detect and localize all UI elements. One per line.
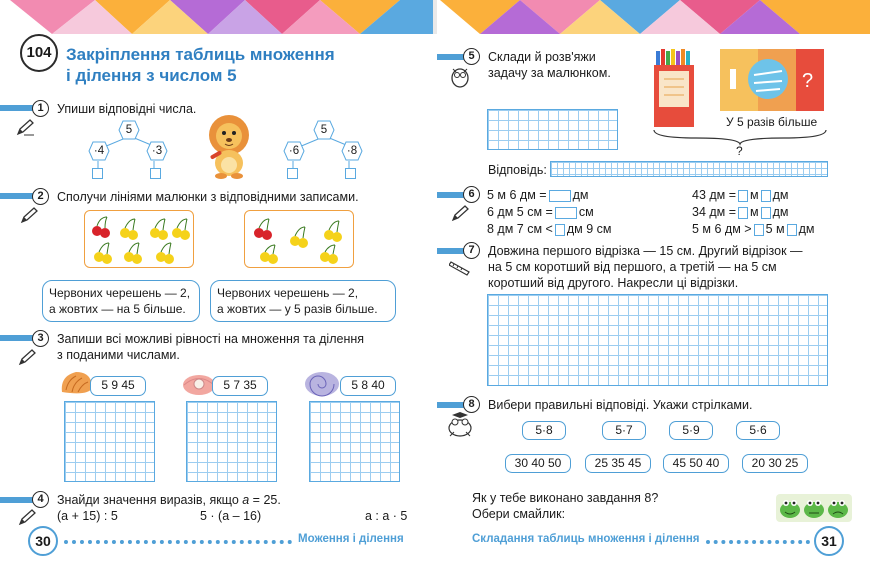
page-number-left: 30	[28, 526, 58, 556]
answer-box[interactable]	[555, 207, 577, 219]
task4-text-before: Знайди значення виразів, якщо	[57, 493, 243, 507]
task2-statement-2-line2: а жовтих — у 5 разів більше.	[217, 302, 378, 316]
task6-right-row-3: 5 м 6 дм > 5 м дм	[692, 222, 815, 236]
task4-text-after: = 25.	[249, 493, 281, 507]
task1-number: 1	[32, 100, 49, 117]
task4-number: 4	[32, 491, 49, 508]
task4-bar	[0, 497, 36, 503]
pencil-box-illustration	[650, 47, 700, 129]
task5-line2: задачу за малюнком.	[488, 66, 611, 80]
happy-frog-smiley-icon	[780, 500, 800, 518]
task1-right-answer-a[interactable]	[287, 168, 298, 179]
task1-right-a: ·6	[283, 141, 305, 161]
total-question: ?	[736, 144, 743, 158]
task6-right-row-2: 34 дм = м дм	[692, 205, 789, 219]
task3-line2: з поданими числами.	[57, 348, 180, 362]
lesson-number-badge: 104	[20, 34, 58, 72]
task4-expression-3: a : a · 5	[365, 509, 408, 523]
task5-line1: Склади й розв'яжи	[488, 50, 596, 64]
task2-text: Сполучи лініями малюнки з відповідними записами.	[57, 190, 359, 204]
task1-left-answer-a[interactable]	[92, 168, 103, 179]
task1-left-a: ·4	[88, 141, 110, 161]
task4-expression-1: (a + 15) : 5	[57, 509, 118, 523]
answer-box[interactable]	[787, 224, 797, 236]
frog-scholar-icon	[446, 412, 474, 438]
pencil-icon	[20, 206, 40, 224]
answer-box[interactable]	[738, 190, 748, 202]
pencil-box-question: ?	[802, 70, 814, 92]
task8-expression-4[interactable]: 5·6	[736, 421, 780, 440]
task3-number: 3	[32, 330, 49, 347]
footer-dots-right	[706, 540, 810, 544]
task1-left-answer-b[interactable]	[150, 168, 161, 179]
lesson-title-line2: і ділення з числом 5	[66, 66, 237, 85]
task6-right-row-1: 43 дм = м дм	[692, 188, 789, 202]
ratio-label: У 5 разів більше	[726, 115, 818, 129]
task2-statement-1-line1: Червоних черешень — 2,	[49, 286, 191, 300]
answer-label: Відповідь:	[488, 163, 547, 177]
lesson-title-line1: Закріплення таблиць множення	[66, 45, 335, 64]
ruler-icon	[449, 258, 471, 276]
task7-drawing-grid[interactable]	[487, 294, 828, 386]
pencil-icon	[16, 118, 36, 136]
task6-left-row-3: 8 дм 7 см < дм 9 см	[487, 222, 612, 236]
task1-left-top: 5	[118, 120, 140, 140]
task7-number: 7	[463, 242, 480, 259]
pencil-icon	[18, 508, 38, 526]
task2-statement-1-line2: а жовтих — на 5 більше.	[49, 302, 186, 316]
task1-right-b: ·8	[341, 141, 363, 161]
yellow-cherry-icon	[120, 219, 138, 240]
cherries-picture-2[interactable]	[244, 210, 354, 268]
task2-statement-1[interactable]	[42, 280, 200, 322]
sad-frog-smiley-icon	[828, 500, 848, 518]
task8-answers-4[interactable]: 20 30 25	[742, 454, 808, 473]
answer-box[interactable]	[549, 190, 571, 202]
owl-icon	[449, 64, 471, 88]
task8-text: Вибери правильні відповіді. Укажи стрілками.	[488, 398, 753, 412]
task5-number: 5	[463, 48, 480, 65]
answer-box[interactable]	[738, 207, 748, 219]
task3-grid-3[interactable]	[309, 401, 400, 482]
task7-line2: на 5 см коротший від першого, а третій — на 5 см	[488, 260, 777, 274]
lion-illustration	[203, 113, 255, 179]
red-cherry-icon	[92, 217, 110, 238]
task3-numbers-3: 5 8 40	[340, 376, 396, 396]
task1-right-top: 5	[313, 120, 335, 140]
task8-expression-3[interactable]: 5·9	[669, 421, 713, 440]
self-check-line1: Як у тебе виконано завдання 8?	[472, 491, 659, 505]
answer-box[interactable]	[555, 224, 565, 236]
task8-answers-1[interactable]: 30 40 50	[505, 454, 571, 473]
answer-grid[interactable]	[550, 161, 828, 177]
footer-label-right: Складання таблиць множення і ділення	[472, 533, 700, 545]
task5-grid[interactable]	[487, 109, 618, 150]
task3-line1: Запиши всі можливі рівності на множення та ділення	[57, 332, 365, 346]
yellow-cherry-icon	[290, 227, 308, 248]
task1-text: Упиши відповідні числа.	[57, 102, 197, 116]
answer-box[interactable]	[761, 190, 771, 202]
task8-expression-2[interactable]: 5·7	[602, 421, 646, 440]
answer-box[interactable]	[754, 224, 764, 236]
task7-line3: коротший від другого. Накресли ці відрізки.	[488, 276, 739, 290]
task2-statement-2-line1: Червоних черешень — 2,	[217, 286, 359, 300]
self-check-line2: Обери смайлик:	[472, 507, 566, 521]
task3-numbers-1: 5 9 45	[90, 376, 146, 396]
task8-number: 8	[463, 396, 480, 413]
answer-box[interactable]	[761, 207, 771, 219]
task4-variable: a	[242, 493, 250, 507]
task1-right-answer-b[interactable]	[345, 168, 356, 179]
footer-dots-left	[64, 540, 292, 544]
task3-grid-1[interactable]	[64, 401, 155, 482]
task8-answers-3[interactable]: 45 50 40	[663, 454, 729, 473]
task8-expression-1[interactable]: 5·8	[522, 421, 566, 440]
page-number-right: 31	[814, 526, 844, 556]
task1-left-b: ·3	[146, 141, 168, 161]
task3-numbers-2: 5 7 35	[212, 376, 268, 396]
task6-left-row-2: 6 дм 5 см = см	[487, 205, 594, 219]
task6-left-row-1: 5 м 6 дм = дм	[487, 188, 589, 202]
task8-answers-2[interactable]: 25 35 45	[585, 454, 651, 473]
nautilus-shell-icon	[302, 366, 342, 398]
task3-grid-2[interactable]	[186, 401, 277, 482]
cherries-picture-1[interactable]	[84, 210, 194, 268]
top-decorative-banner	[0, 0, 870, 34]
task2-statement-2[interactable]	[210, 280, 396, 322]
task3-bar	[0, 335, 36, 341]
task6-number: 6	[463, 186, 480, 203]
task4-text	[57, 492, 281, 508]
pencil-icon	[451, 204, 471, 222]
pencil-icon	[18, 348, 38, 366]
task2-number: 2	[32, 188, 49, 205]
task7-line1: Довжина першого відрізка — 15 см. Другий відрізок —	[488, 244, 803, 258]
smiley-panel	[776, 494, 852, 522]
neutral-frog-smiley-icon	[804, 500, 824, 518]
task4-expression-2: 5 · (a – 16)	[200, 509, 262, 523]
footer-label-left: Моження і ділення	[298, 533, 404, 545]
task1-bar	[0, 105, 36, 111]
task2-bar	[0, 193, 36, 199]
red-cherry-icon	[254, 219, 272, 240]
